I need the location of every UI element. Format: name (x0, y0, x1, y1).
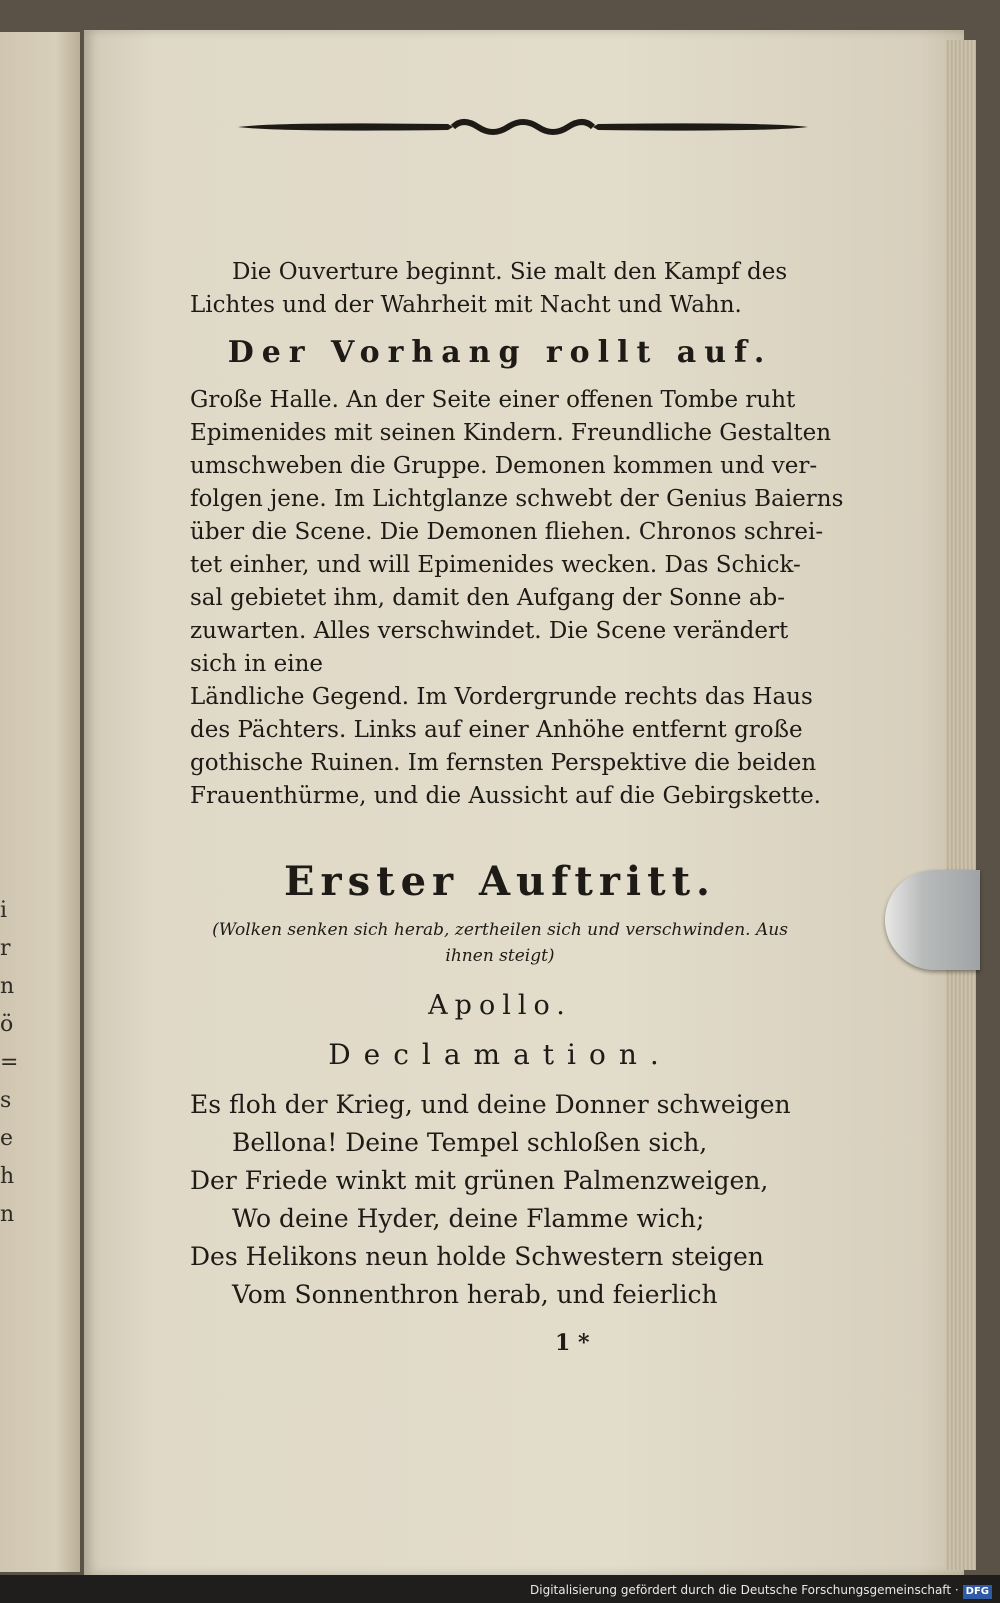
facing-page (0, 32, 80, 1572)
facing-page-letters (0, 892, 19, 1234)
facing-letter: e (0, 1126, 14, 1151)
text-line: tet einher, und will Epimenides wecken. Das Schick- (190, 552, 801, 578)
curtain-heading: Der Vorhang rollt auf. (227, 335, 773, 370)
digitization-credit (530, 1580, 992, 1600)
act-title: Erster Auftritt. (284, 858, 716, 905)
verse-line: Vom Sonnenthron herab, und feierlich (232, 1280, 718, 1309)
page-edges (946, 40, 976, 1570)
dfg-logo: DFG (963, 1585, 992, 1599)
facing-letter: s (0, 1088, 12, 1113)
text-line: umschweben die Gruppe. Demonen kommen und ver- (190, 453, 818, 479)
stage-direction-line: (Wolken senken sich herab, zertheilen sich und verschwinden. Aus (212, 920, 788, 940)
facing-letter: = (0, 1050, 19, 1075)
verse-line: Des Helikons neun holde Schwestern steigen (190, 1242, 764, 1271)
text-line: zuwarten. Alles verschwindet. Die Scene verändert (190, 618, 789, 644)
verse-block (190, 1086, 791, 1314)
text-line: Die Ouverture beginnt. Sie malt den Kampf des (232, 259, 788, 285)
text-line: folgen jene. Im Lichtglanze schwebt der Genius Baierns (190, 486, 844, 512)
verse-line: Wo deine Hyder, deine Flamme wich; (232, 1204, 705, 1233)
overture-paragraph-cont (190, 289, 742, 322)
speaker-name: Apollo. (428, 990, 572, 1021)
text-line: Lichtes und der Wahrheit mit Nacht und Wahn. (190, 292, 742, 318)
ornament-rule-icon (238, 112, 808, 142)
facing-letter: n (0, 974, 15, 999)
verse-line: Der Friede winkt mit grünen Palmenzweigen, (190, 1166, 769, 1195)
text-line: Frauenthürme, und die Aussicht auf die Gebirgskette. (190, 783, 821, 809)
text-line: sich in eine (190, 651, 324, 677)
signature-mark: 1 * (555, 1330, 590, 1356)
facing-letter: n (0, 1202, 15, 1227)
credit-text: Digitalisierung gefördert durch die Deutsche Forschungsgemeinschaft · (530, 1583, 959, 1597)
overture-paragraph (232, 256, 787, 289)
text-line: Ländliche Gegend. Im Vordergrunde rechts das Haus (190, 684, 813, 710)
declamation-heading: Declamation. (328, 1038, 672, 1071)
facing-letter: ö (0, 1012, 14, 1037)
verse-line: Bellona! Deine Tempel schloßen sich, (232, 1128, 708, 1157)
facing-letter: i (0, 898, 8, 923)
text-line: gothische Ruinen. Im fernsten Perspektive die beiden (190, 750, 817, 776)
scene2-paragraph (190, 681, 821, 813)
text-line: Große Halle. An der Seite einer offenen Tombe ruht (190, 387, 796, 413)
text-line: sal gebietet ihm, damit den Aufgang der Sonne ab- (190, 585, 786, 611)
facing-letter: r (0, 936, 11, 961)
stage-direction (190, 917, 810, 969)
text-line: des Pächters. Links auf einer Anhöhe entfernt große (190, 717, 803, 743)
page-clip-icon (885, 870, 980, 970)
text-line: über die Scene. Die Demonen fliehen. Chronos schrei- (190, 519, 824, 545)
text-line: Epimenides mit seinen Kindern. Freundliche Gestalten (190, 420, 832, 446)
verse-line: Es floh der Krieg, und deine Donner schweigen (190, 1090, 791, 1119)
stage-direction-line: ihnen steigt) (445, 946, 555, 966)
scene1-paragraph (190, 384, 843, 681)
facing-letter: h (0, 1164, 15, 1189)
